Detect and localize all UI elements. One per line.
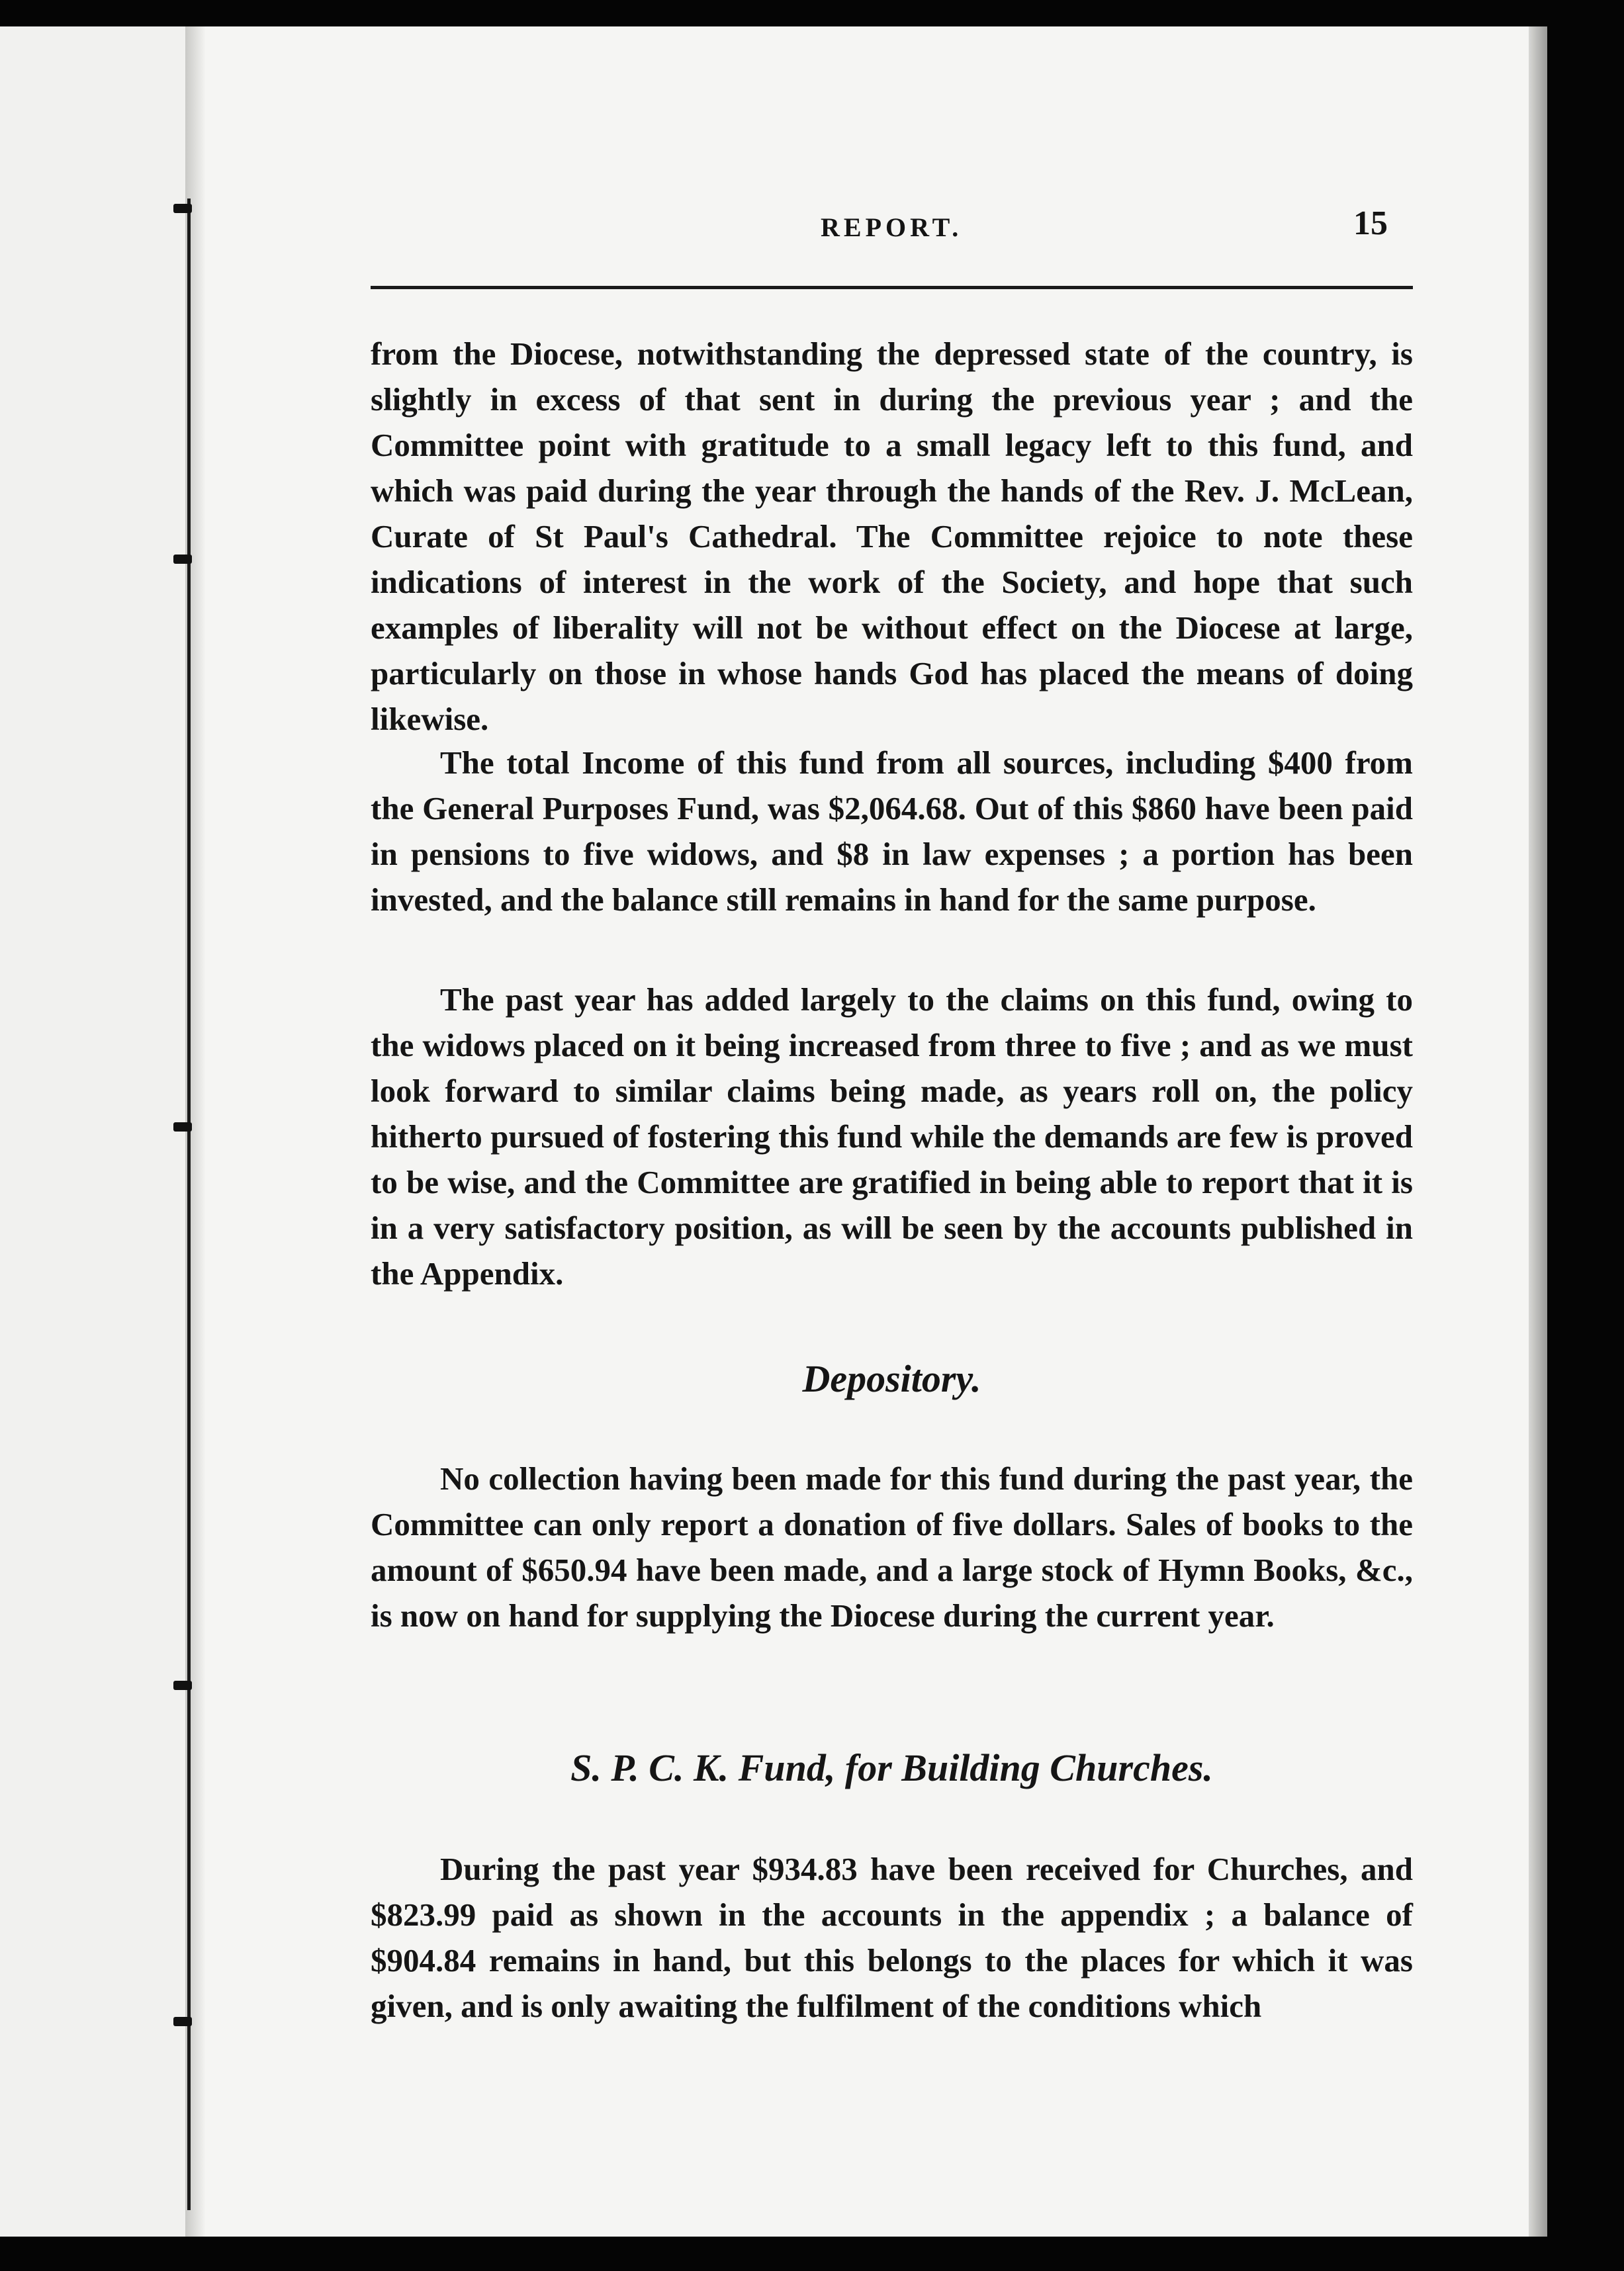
- stitch-mark: [173, 1122, 192, 1132]
- header-rule: [371, 286, 1413, 289]
- page-number: 15: [1353, 204, 1388, 242]
- stitch-mark: [173, 1681, 192, 1690]
- stitch-mark: [173, 555, 192, 564]
- page-edge-shadow: [1529, 26, 1547, 2237]
- facing-page-edge: [0, 26, 185, 2237]
- paragraph-text: The total Income of this fund from all sources, including $400 from the General Purposes Fund, was $2,064.68. Out of this $860 have been paid in pensions to five widows, and $8 in law expenses ; a portion has been invested, and the balance still remains in hand for the same purpose.: [371, 744, 1413, 918]
- paragraph-income: [371, 740, 1413, 922]
- paragraph-text: The past year has added largely to the claims on this fund, owing to the widows placed on it being increased from three to five ; and as we must look forward to similar claims being made, as years roll on, the policy hitherto pursued of fostering this fund while the demands are few is proved to be wise, and the Committee are gratified in being able to report that it is in a very satisfactory position, as will be seen by the accounts published in the Appendix.: [371, 981, 1413, 1292]
- paragraph-depository: [371, 1456, 1413, 1638]
- paragraph-text: During the past year $934.83 have been received for Churches, and $823.99 paid as shown in the accounts in the appendix ; a balance of $904.84 remains in hand, but this belongs to the places for which it was given, and is only awaiting the fulfilment of the conditions which: [371, 1851, 1413, 2024]
- stitch-mark: [173, 204, 192, 213]
- paragraph-claims: [371, 977, 1413, 1296]
- paragraph-continued: [371, 331, 1413, 742]
- stitch-mark: [173, 2017, 192, 2026]
- running-head: REPORT.: [821, 212, 963, 242]
- section-heading-spck-fund: S. P. C. K. Fund, for Building Churches.: [570, 1746, 1213, 1789]
- paragraph-text: No collection having been made for this fund during the past year, the Committee can only report a donation of five dollars. Sales of books to the amount of $650.94 have been made, and a large stock of Hymn Books, &c., is now on hand for supplying the Diocese during the current year.: [371, 1460, 1413, 1634]
- paragraph-spck-fund: [371, 1846, 1413, 2029]
- paragraph-text: from the Diocese, notwithstanding the depressed state of the country, is slightly in excess of that sent in during the previous year ; and the Committee point with gratitude to a small legacy left to this fund, and which was paid during the year through the hands of the Rev. J. McLean, Curate of St Paul's Cathedral. The Committee rejoice to note these indications of interest in the work of the Society, and hope that such examples of liberality will not be without effect on the Diocese at large, particularly on those in whose hands God has placed the means of doing likewise.: [371, 335, 1413, 737]
- binding-thread: [187, 199, 191, 2210]
- section-heading-depository: Depository.: [802, 1357, 981, 1400]
